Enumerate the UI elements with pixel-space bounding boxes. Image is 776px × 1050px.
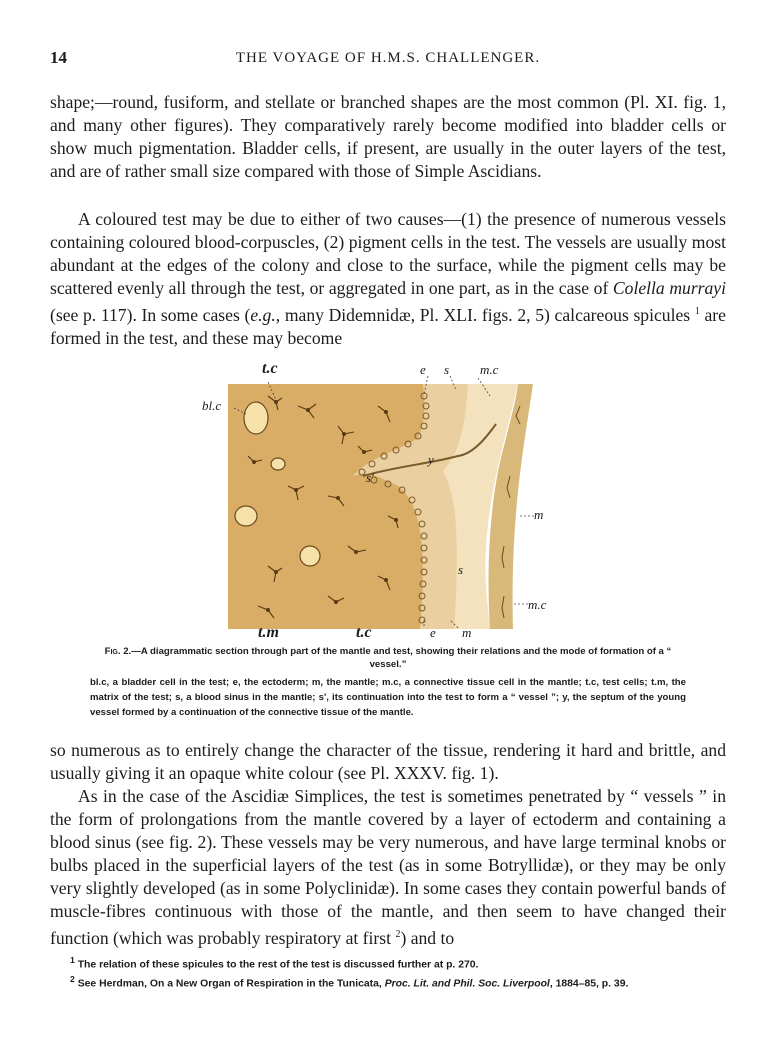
paragraph-4-text-b: ) and to	[400, 927, 455, 948]
figure-number: Fig. 2.	[104, 646, 132, 657]
label-s-mid: s	[458, 562, 464, 577]
footnote-2-text-b: , 1884–85, p. 39.	[549, 978, 629, 990]
footnote-1	[50, 953, 726, 972]
species-name: Colella murrayi	[612, 278, 727, 298]
label-tc-top: t.c	[262, 360, 278, 377]
eg-abbrev: e.g.	[250, 304, 276, 325]
footnote-1-text: The relation of these spicules to the rest of the test is discussed further at p. 270.	[74, 959, 479, 971]
paragraph-2-text-d: are formed in the test, and these may become	[50, 304, 726, 348]
footnote-2-text-a: See Herdman, On a New Organ of Respiration in the Tunicata,	[74, 978, 385, 990]
label-blc: bl.c	[202, 398, 222, 413]
paragraph-1: shape;—round, fusiform, and stellate or branched shapes are the most common (Pl. XI. fig. 1, and many other figures). They comparatively rarely become modified into bladder cells or show much pigmentation. Bladder cells, if present, are usually in the outer layers of the test, and are of rather small size compared with those of Simple Ascidians.	[50, 92, 726, 181]
figure-caption-text: —A diagrammatic section through part of the mantle and test, showing their relations and the mode of formation of a “ vessel.”	[131, 646, 672, 670]
paragraph-2	[50, 208, 726, 350]
label-e-top: e	[420, 362, 426, 377]
label-tm-bottom: t.m	[258, 624, 279, 641]
footnote-ref-1: 1	[694, 306, 700, 317]
running-title: THE VOYAGE OF H.M.S. CHALLENGER.	[235, 50, 541, 66]
figure-legend: bl.c, a bladder cell in the test; e, the ectoderm; m, the mantle; m.c, a connective tissue cell in the mantle; t.c, test cells; t.m, the matrix of the test; s, a blood sinus in the mantle; s', its continuation into the test to form a “ vessel ”; y, the septum of the young vessel formed by a continuation of the connective tissue of the mantle.	[90, 677, 686, 718]
page-header	[50, 48, 726, 70]
label-s-top: s	[444, 362, 450, 377]
footnote-1-mark: 1	[70, 955, 75, 965]
footnote-2-mark: 2	[70, 974, 75, 985]
footnote-2-journal: Proc. Lit. and Phil. Soc. Liverpool	[384, 978, 550, 990]
section-drawing	[228, 366, 571, 641]
footnote-2	[50, 972, 726, 991]
paragraph-2-text-c: , many Didemnidæ, Pl. XLI. figs. 2, 5) calcareous spicules	[275, 304, 695, 325]
footnotes	[50, 953, 726, 992]
label-y: y	[428, 452, 434, 467]
label-mc-right: m.c	[528, 597, 547, 612]
label-mc-top: m.c	[480, 362, 499, 377]
page-number: 14	[50, 48, 67, 67]
paragraph-4	[50, 785, 726, 950]
footnote-ref-2: 2	[395, 929, 401, 940]
label-tc-bottom: t.c	[356, 624, 372, 641]
figure-2-illustration	[202, 360, 571, 641]
label-e-bottom: e	[430, 625, 436, 640]
label-m-right: m	[534, 507, 544, 522]
paragraph-2-text-b: (see p. 117). In some cases (	[50, 304, 251, 325]
label-m-bottom: m	[462, 625, 472, 640]
paragraph-3: so numerous as to entirely change the character of the tissue, rendering it hard and brittle, and usually giving it an opaque white colour (see Pl. XXXV. fig. 1).	[50, 740, 726, 783]
paragraph-4-text-a: As in the case of the Ascidiæ Simplices, the test is sometimes penetrated by “ vessels ” in the form of prolongations from the mantle covered by a layer of ectoderm and containing a blood sinus (see fig. 2). These vessels may be very numerous, and have large terminal knobs or bulbs placed in the superficial layers of the test (as in some Botryllidæ), or they may be only very slightly developed (as in some Polyclinidæ). In some cases they contain powerful bands of muscle-fibres continuous with those of the mantle, and then seem to have changed their function (which was probably respiratory at first	[50, 786, 726, 948]
label-s-prime: s'	[366, 470, 374, 485]
figure-caption	[90, 645, 686, 671]
paragraph-2-text-a: A coloured test may be due to either of two causes—(1) the presence of numerous vessels containing coloured blood-corpuscles, (2) pigment cells in the test. The vessels are usually most abundant at the edges of the colony and close to the surface, while the pigment cells may be scattered evenly all through the test, or aggregated in one part, as in the case of	[50, 209, 726, 298]
